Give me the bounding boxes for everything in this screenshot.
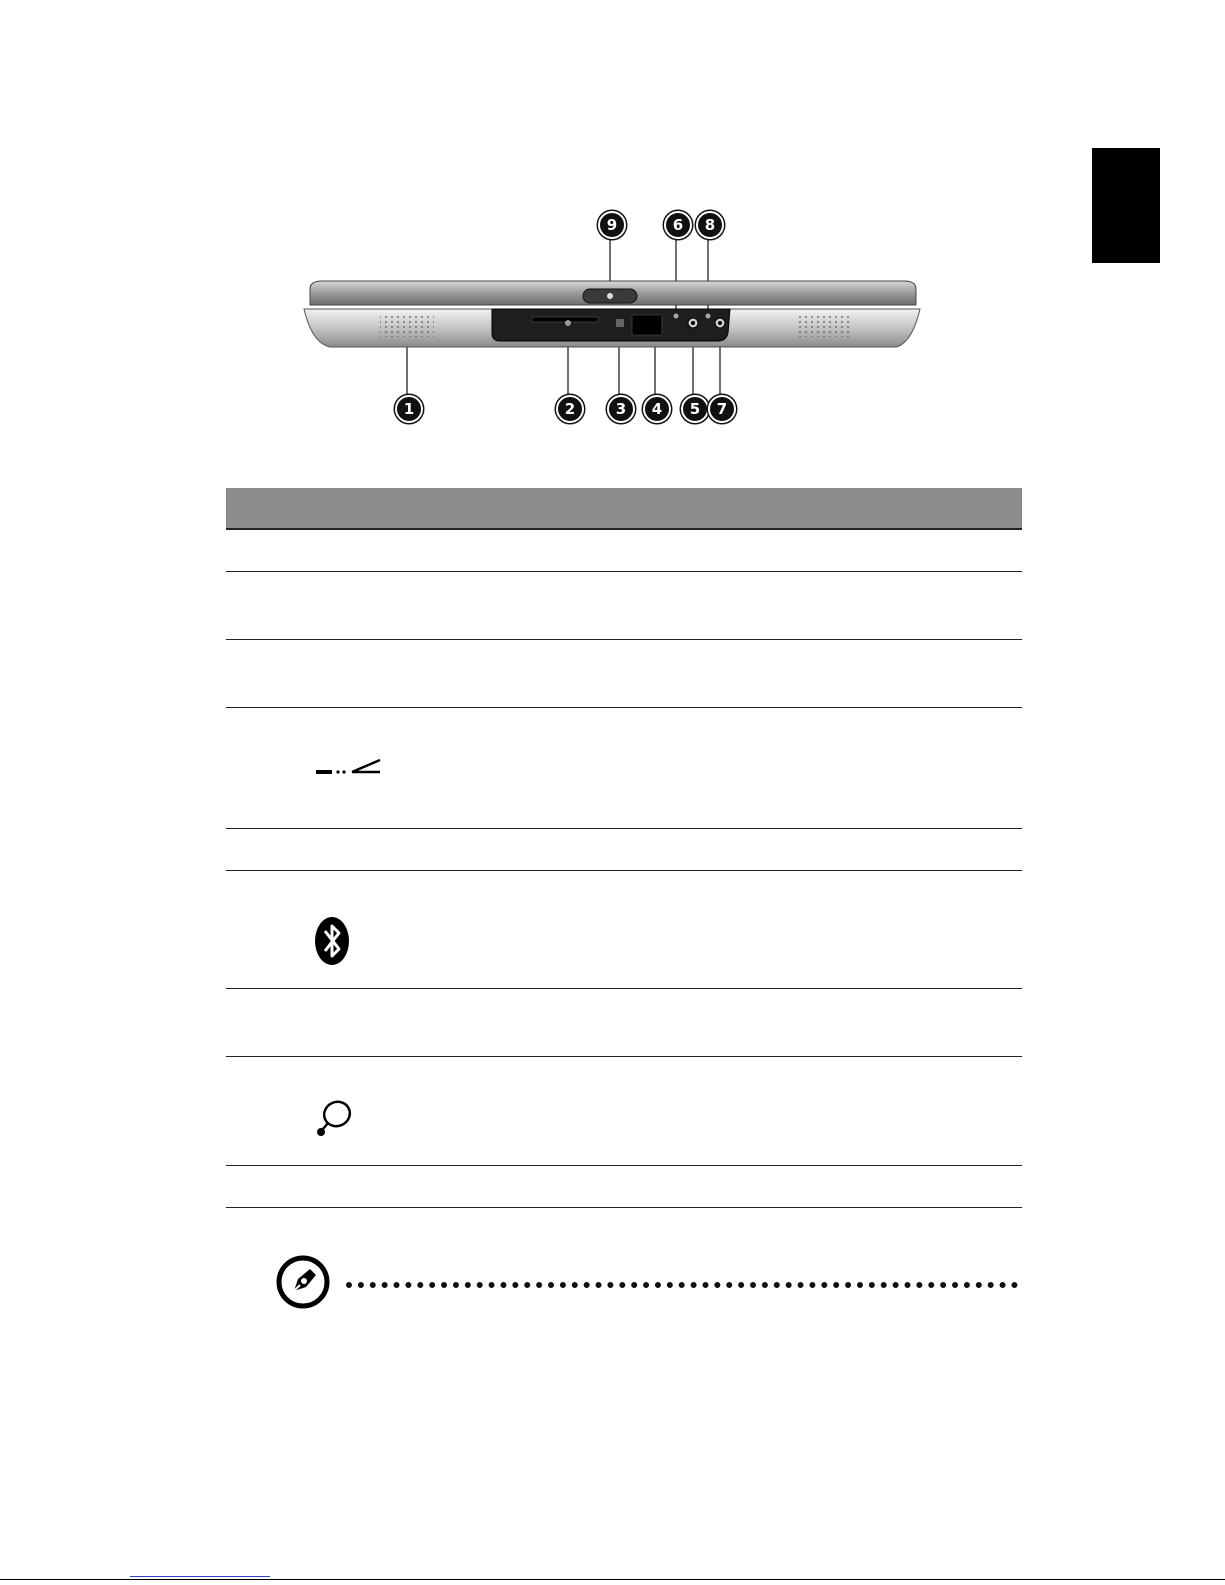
note-divider	[346, 1282, 1018, 1288]
table-row	[226, 530, 1022, 572]
callout-2: 2	[556, 395, 584, 423]
callout-1: 1	[395, 395, 423, 423]
note-pen-icon	[276, 1255, 330, 1309]
laptop-front-view-figure	[300, 205, 930, 440]
footer-rule	[0, 1579, 1225, 1580]
callout-8: 8	[696, 211, 724, 239]
note-callout	[276, 1255, 1026, 1315]
table-header	[226, 488, 1022, 530]
infrared-icon	[314, 758, 386, 783]
callout-5: 5	[681, 395, 709, 423]
table-row	[226, 640, 1022, 708]
callout-6: 6	[664, 211, 692, 239]
table-row	[226, 989, 1022, 1057]
callout-4: 4	[643, 395, 671, 423]
table-row	[226, 871, 1022, 989]
table-row	[226, 1057, 1022, 1166]
callout-3: 3	[607, 395, 635, 423]
components-table	[226, 488, 1022, 1208]
chapter-tab	[1092, 148, 1160, 263]
footer-link-underline[interactable]	[130, 1576, 270, 1577]
table-row	[226, 829, 1022, 871]
table-row	[226, 572, 1022, 640]
table-row	[226, 1166, 1022, 1208]
callout-7: 7	[708, 395, 736, 423]
bluetooth-icon	[314, 916, 350, 971]
callout-9: 9	[598, 211, 626, 239]
table-row	[226, 708, 1022, 829]
wireless-lan-icon	[314, 1097, 354, 1142]
